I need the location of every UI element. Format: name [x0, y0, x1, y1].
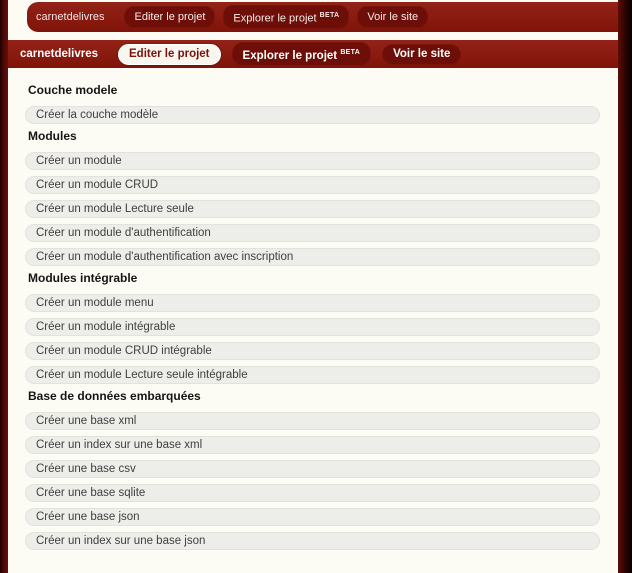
action-section: [25, 390, 600, 550]
action-item[interactable]: Créer un module intégrable: [25, 318, 600, 336]
action-item[interactable]: Créer une base csv: [25, 460, 600, 478]
action-section: [25, 272, 600, 384]
action-item[interactable]: Créer un module d'authentification: [25, 224, 600, 242]
page-edge-right: [618, 0, 632, 573]
action-item[interactable]: Créer un module Lecture seule: [25, 200, 600, 218]
main-nav-bar: [8, 40, 618, 68]
section-list: [25, 294, 600, 384]
beta-badge: BETA: [319, 11, 340, 19]
action-item[interactable]: Créer un module CRUD intégrable: [25, 342, 600, 360]
section-list: [25, 106, 600, 124]
preview-edit-project-button[interactable]: Editer le projet: [124, 6, 215, 28]
section-list: [25, 152, 600, 266]
preview-explore-project-button[interactable]: Explorer le projet $^{BETA}$: [223, 5, 349, 30]
action-section: [25, 84, 600, 124]
section-title: Modules intégrable: [28, 271, 138, 285]
preview-toolbar: [27, 2, 618, 32]
preview-view-site-button[interactable]: Voir le site: [357, 6, 428, 28]
beta-badge: BETA: [340, 48, 361, 56]
action-item[interactable]: Créer un index sur une base xml: [25, 436, 600, 454]
nav-explore-project-button[interactable]: Explorer le projet $^{BETA}$: [232, 42, 372, 67]
action-item[interactable]: Créer un module menu: [25, 294, 600, 312]
action-item[interactable]: Créer la couche modèle: [25, 106, 600, 124]
nav-edit-project-button[interactable]: Editer le projet: [118, 44, 221, 65]
action-item[interactable]: Créer une base xml: [25, 412, 600, 430]
action-item[interactable]: Créer un module CRUD: [25, 176, 600, 194]
actions-content: [8, 68, 618, 562]
section-title: Base de données embarquées: [28, 389, 201, 403]
nav-view-site-button[interactable]: Voir le site: [382, 44, 461, 65]
section-list: [25, 412, 600, 550]
action-item[interactable]: Créer un index sur une base json: [25, 532, 600, 550]
section-title: Couche modele: [28, 83, 118, 97]
preview-brand-label: carnetdelivres: [36, 11, 105, 23]
action-section: [25, 130, 600, 266]
page: [8, 0, 618, 573]
action-item[interactable]: Créer une base json: [25, 508, 600, 526]
section-title: Modules: [28, 129, 77, 143]
action-item[interactable]: Créer un module Lecture seule intégrable: [25, 366, 600, 384]
action-item[interactable]: Créer un module d'authentification avec inscription: [25, 248, 600, 266]
page-edge-left: [0, 0, 8, 573]
action-item[interactable]: Créer un module: [25, 152, 600, 170]
nav-brand-label: carnetdelivres: [20, 48, 98, 60]
action-item[interactable]: Créer une base sqlite: [25, 484, 600, 502]
